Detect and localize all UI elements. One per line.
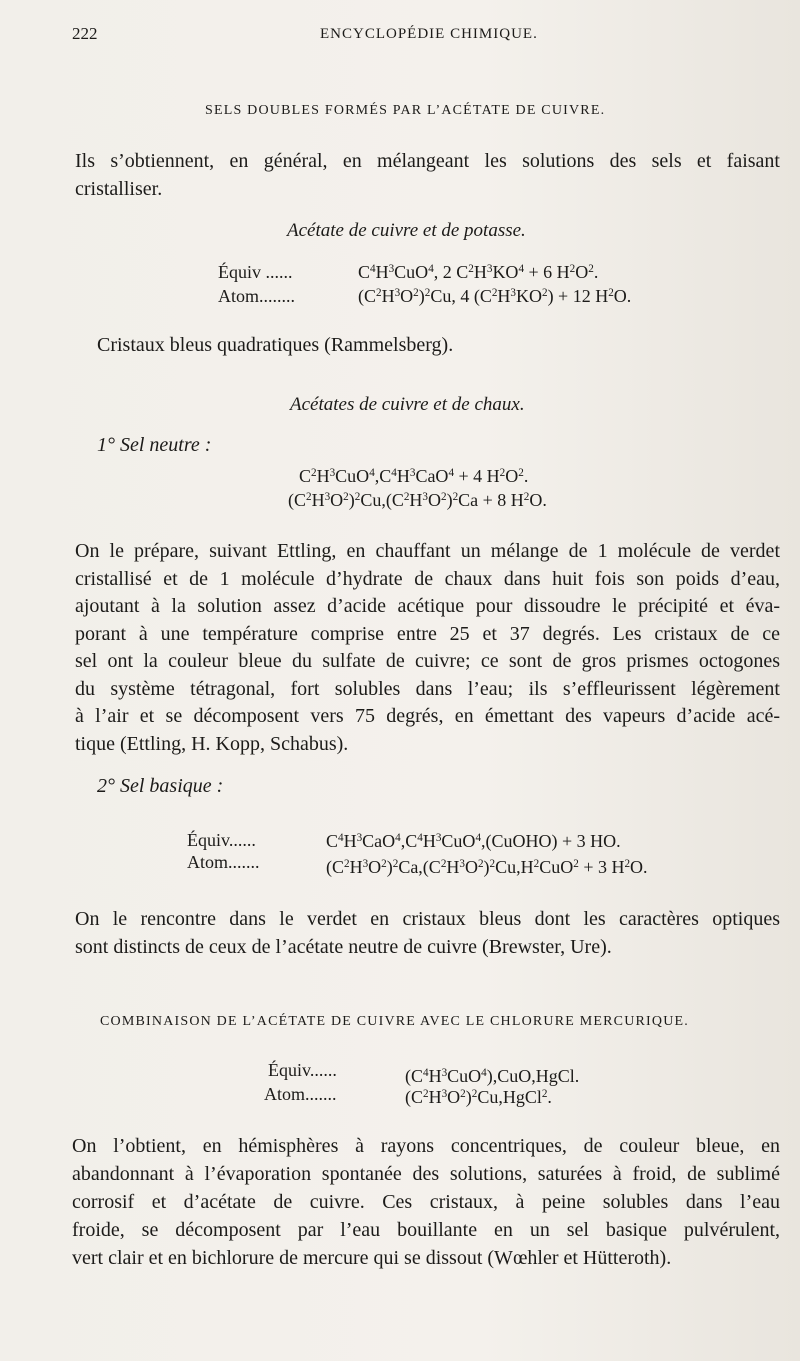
paragraph-line: sont distincts de ceux de l’acétate neutre de cuivre (Brewster, Ure).: [75, 935, 612, 958]
paragraph-line: On le prépare, suivant Ettling, en chauffant un mélange de 1 molécule de verdet: [75, 540, 780, 562]
equiv-formula-potasse: $C^4H^3CuO^4$, 2 $C^2H^3KO^4 + 6$ $H^2O^2$.: [358, 262, 599, 282]
subtitle-potasse: Acétate de cuivre et de potasse.: [287, 220, 526, 241]
paragraph-line: vert clair et en bichlorure de mercure qui se dissout (Wœhler et Hütteroth).: [72, 1247, 672, 1269]
paragraph-line: tique (Ettling, H. Kopp, Schabus).: [75, 732, 349, 755]
paragraph-line: porant à une température comprise entre 25 et 37 degrés. Les cristaux de ce: [75, 622, 780, 645]
neutre-formula-1: $C^2H^3CuO^4,C^4H^3CaO^4 + 4$ $H^2O^2$.: [299, 466, 529, 486]
paragraph-line: Ils s’obtiennent, en général, en mélangeant les solutions des sels et faisant: [75, 150, 780, 172]
paragraph-line: cristalliser.: [75, 177, 163, 200]
hg-equiv-label: Équiv......: [268, 1060, 337, 1080]
paragraph-line: à l’air et se décomposent vers 75 degrés, en émettant des vapeurs d’acide acé-: [75, 705, 780, 727]
intro-paragraph: [75, 148, 780, 203]
running-title: ENCYCLOPÉDIE CHIMIQUE.: [320, 26, 538, 42]
atom-formula-potasse: $(C^2H^3O^2)^2Cu$, 4 $(C^2H^3KO^2) + 12$ $H^2O$.: [358, 286, 632, 306]
basique-equiv-label: Équiv......: [187, 830, 256, 850]
paragraph-line: corrosif et d’acétate de cuivre. Ces cristaux, à peine solubles dans l’eau: [72, 1191, 780, 1213]
heading-sel-neutre: [97, 434, 211, 457]
basique-paragraph: [75, 906, 780, 961]
paragraph-line: ajoutant à la solution assez d’acide acétique pour dissoudre le précipité et éva-: [75, 595, 780, 617]
page-number: 222: [72, 24, 98, 43]
basique-equiv-formula: $C^4H^3CaO^4,C^4H^3CuO^4,(CuOHO) + 3$ HO.: [326, 831, 621, 851]
section-title-combinaison: COMBINAISON DE L’ACÉTATE DE CUIVRE AVEC LE CHLORURE MERCURIQUE.: [100, 1014, 689, 1029]
hg-atom-formula: $(C^2H^3O^2)^2Cu,HgCl^2$.: [405, 1087, 552, 1107]
hg-equiv-formula: $(C^4H^3CuO^4),CuO,HgCl$.: [405, 1066, 580, 1086]
heading-sel-neutre-text: 1° Sel neutre :: [97, 434, 212, 456]
hg-atom-label: Atom.......: [264, 1084, 337, 1104]
paragraph-line: cristallisé et de 1 molécule d’hydrate de chaux dans huit fois son poids d’eau,: [75, 567, 780, 590]
basique-atom-formula: $(C^2H^3O^2)^2Ca,(C^2H^3O^2)^2Cu,H^2CuO^2 + 3$ $H^2O$.: [326, 857, 648, 877]
neutre-paragraph: [75, 538, 780, 758]
paragraph-line: abandonnant à l’évaporation spontanée des solutions, saturées à froid, de sublimé: [72, 1163, 780, 1185]
paragraph-line: du système tétragonal, fort solubles dans l’eau; ils s’effleurissent légèrement: [75, 677, 780, 700]
paragraph-line: On le rencontre dans le verdet en cristaux bleus dont les caractères optiques: [75, 908, 780, 930]
heading-sel-basique: 2° Sel basique :: [97, 775, 224, 797]
section-title-sels-doubles: SELS DOUBLES FORMÉS PAR L’ACÉTATE DE CUIVRE.: [205, 103, 606, 118]
potasse-note: Cristaux bleus quadratiques (Rammelsberg).: [97, 334, 454, 356]
paragraph-line: On l’obtient, en hémisphères à rayons concentriques, de couleur bleue, en: [72, 1135, 780, 1157]
paragraph-line: froide, se décomposent par l’eau bouillante en un sel basique pulvérulent,: [72, 1219, 780, 1241]
combinaison-paragraph: [72, 1132, 780, 1272]
equiv-label: Équiv ......: [218, 262, 293, 282]
subtitle-chaux: Acétates de cuivre et de chaux.: [290, 394, 525, 415]
basique-atom-label: Atom.......: [187, 852, 260, 872]
neutre-formula-2: $(C^2H^3O^2)^2Cu,(C^2H^3O^2)^2Ca + 8$ $H^2O$.: [288, 490, 547, 510]
paragraph-line: sel ont la couleur bleue du sulfate de cuivre; ce sont de gros prismes octogones: [75, 650, 780, 672]
atom-label: Atom........: [218, 286, 296, 306]
